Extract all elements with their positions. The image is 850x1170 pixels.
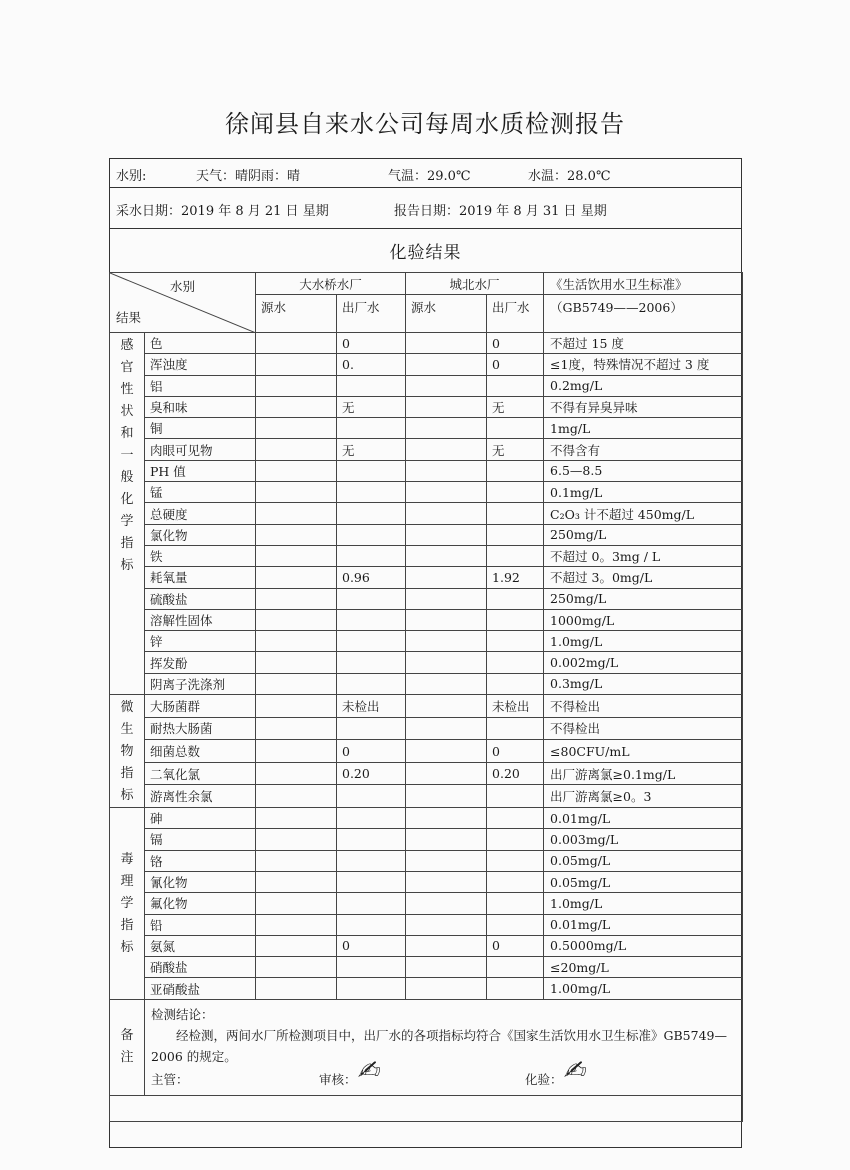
dsq-outlet-value: [337, 717, 406, 740]
category-microbiological: 微 生 物 指 标: [110, 695, 145, 808]
table-row: [110, 354, 743, 375]
item-name: 细菌总数: [145, 740, 256, 763]
standard-value: 0.05mg/L: [544, 871, 743, 892]
cb-raw-value: [406, 354, 487, 375]
item-name: 铝: [145, 375, 256, 396]
table-row: [110, 871, 743, 892]
blank-cell: [110, 1095, 743, 1121]
cb-outlet-value: [487, 503, 544, 524]
cb-raw-value: [406, 375, 487, 396]
cb-raw-value: [406, 673, 487, 694]
cb-outlet-value: 无: [487, 439, 544, 460]
item-name: 氰化物: [145, 871, 256, 892]
raw-water-header: 源水: [256, 295, 337, 333]
standard-value: ≤1度，特殊情况不超过 3 度: [544, 354, 743, 375]
cb-raw-value: [406, 762, 487, 785]
cb-raw-value: [406, 829, 487, 850]
item-name: PH 值: [145, 460, 256, 481]
cb-raw-value: [406, 631, 487, 652]
dsq-outlet-value: [337, 460, 406, 481]
cb-outlet-value: [487, 652, 544, 673]
standard-value: 1mg/L: [544, 418, 743, 439]
dsq-raw-value: [256, 695, 337, 718]
item-name: 耐热大肠菌: [145, 717, 256, 740]
cb-outlet-value: [487, 957, 544, 978]
dsq-outlet-value: 0.: [337, 354, 406, 375]
table-row: [110, 567, 743, 588]
dsq-outlet-value: [337, 588, 406, 609]
standard-value: 250mg/L: [544, 524, 743, 545]
standard-value: 不超过 0。3mg / L: [544, 545, 743, 566]
table-row: [110, 829, 743, 850]
item-name: 臭和味: [145, 396, 256, 417]
cb-raw-value: [406, 652, 487, 673]
dsq-outlet-value: [337, 631, 406, 652]
report-title: 徐闻县自来水公司每周水质检测报告: [225, 110, 625, 138]
tester-label: 化验：: [525, 1071, 563, 1087]
item-name: 硝酸盐: [145, 957, 256, 978]
cb-raw-value: [406, 567, 487, 588]
table-row: [110, 439, 743, 460]
dsq-outlet-value: [337, 482, 406, 503]
air-temperature: 气温：29.0℃: [388, 169, 471, 184]
dsq-outlet-value: 无: [337, 439, 406, 460]
cb-raw-value: [406, 482, 487, 503]
standard-value: 250mg/L: [544, 588, 743, 609]
cb-raw-value: [406, 914, 487, 935]
cb-outlet-value: [487, 524, 544, 545]
cb-raw-value: [406, 893, 487, 914]
dsq-raw-value: [256, 588, 337, 609]
dsq-raw-value: [256, 609, 337, 630]
item-name: 色: [145, 333, 256, 354]
table-row: [110, 631, 743, 652]
standard-value: 0.1mg/L: [544, 482, 743, 503]
dsq-outlet-value: [337, 893, 406, 914]
divider: [109, 228, 742, 229]
table-row: [110, 762, 743, 785]
cb-outlet-value: [487, 460, 544, 481]
table-row: [110, 717, 743, 740]
table-row: [110, 333, 743, 354]
cb-raw-value: [406, 333, 487, 354]
item-name: 镉: [145, 829, 256, 850]
cb-outlet-value: [487, 850, 544, 871]
dsq-outlet-value: [337, 914, 406, 935]
standard-value: 6.5—8.5: [544, 460, 743, 481]
dsq-raw-value: [256, 935, 337, 956]
dsq-outlet-value: [337, 978, 406, 999]
cb-outlet-value: 0: [487, 333, 544, 354]
table-row: [110, 418, 743, 439]
dsq-outlet-value: [337, 652, 406, 673]
dsq-outlet-value: [337, 850, 406, 871]
dsq-raw-value: [256, 652, 337, 673]
standard-code: （GB5749——2006）: [544, 295, 743, 333]
results-table: [109, 272, 743, 1122]
table-row: [110, 396, 743, 417]
table-row: [110, 935, 743, 956]
item-name: 阴离子洗涤剂: [145, 673, 256, 694]
cb-outlet-value: [487, 631, 544, 652]
dsq-raw-value: [256, 914, 337, 935]
cb-outlet-value: [487, 588, 544, 609]
cb-raw-value: [406, 695, 487, 718]
cb-outlet-value: [487, 914, 544, 935]
dsq-raw-value: [256, 829, 337, 850]
standard-title: 《生活饮用水卫生标准》: [544, 273, 743, 295]
corner-result: 结果: [116, 310, 142, 325]
dsq-outlet-value: [337, 673, 406, 694]
cb-raw-value: [406, 439, 487, 460]
report-date: 报告日期：2019 年 8 月 31 日 星期: [394, 204, 607, 219]
remark-content: [145, 999, 743, 1095]
divider: [109, 187, 742, 188]
standard-value: 0.003mg/L: [544, 829, 743, 850]
standard-value: 不得含有: [544, 439, 743, 460]
standard-value: 0.01mg/L: [544, 808, 743, 829]
dsq-raw-value: [256, 871, 337, 892]
cb-outlet-value: [487, 808, 544, 829]
remark-row: [110, 999, 743, 1095]
cb-outlet-value: [487, 673, 544, 694]
item-name: 总硬度: [145, 503, 256, 524]
dsq-raw-value: [256, 482, 337, 503]
standard-value: 0.01mg/L: [544, 914, 743, 935]
dsq-raw-value: [256, 333, 337, 354]
standard-value: 不得检出: [544, 695, 743, 718]
supervisor-label: 主管：: [151, 1071, 189, 1087]
dsq-outlet-value: 0: [337, 740, 406, 763]
corner-water-type: 水别: [169, 279, 195, 294]
dsq-outlet-value: 0: [337, 935, 406, 956]
cb-outlet-value: [487, 375, 544, 396]
table-row: [110, 652, 743, 673]
cb-raw-value: [406, 524, 487, 545]
category-toxicological: 毒 理 学 指 标: [110, 808, 145, 1000]
table-row: [110, 503, 743, 524]
cb-outlet-value: [487, 482, 544, 503]
cb-raw-value: [406, 957, 487, 978]
cb-raw-value: [406, 871, 487, 892]
dsq-outlet-value: 0.20: [337, 762, 406, 785]
tester-signature: ✍︎: [563, 1055, 583, 1086]
dsq-outlet-value: [337, 808, 406, 829]
table-row: [110, 785, 743, 808]
table-row: [110, 460, 743, 481]
dsq-raw-value: [256, 460, 337, 481]
cb-raw-value: [406, 935, 487, 956]
dsq-raw-value: [256, 717, 337, 740]
table-row: [110, 957, 743, 978]
table-row: [110, 740, 743, 763]
dsq-raw-value: [256, 785, 337, 808]
water-type-label: 水别:: [116, 169, 147, 184]
item-name: 溶解性固体: [145, 609, 256, 630]
cb-outlet-value: 无: [487, 396, 544, 417]
dsq-raw-value: [256, 545, 337, 566]
cb-outlet-value: [487, 785, 544, 808]
cb-outlet-value: [487, 829, 544, 850]
dsq-raw-value: [256, 567, 337, 588]
dsq-raw-value: [256, 396, 337, 417]
standard-value: 出厂游离氯≥0。3: [544, 785, 743, 808]
dsq-outlet-value: [337, 503, 406, 524]
dsq-raw-value: [256, 762, 337, 785]
table-row: [110, 893, 743, 914]
standard-value: 0.2mg/L: [544, 375, 743, 396]
cb-raw-value: [406, 588, 487, 609]
dsq-raw-value: [256, 631, 337, 652]
cb-outlet-value: 1.92: [487, 567, 544, 588]
cb-raw-value: [406, 785, 487, 808]
cb-raw-value: [406, 418, 487, 439]
dsq-raw-value: [256, 978, 337, 999]
table-row: [110, 524, 743, 545]
dsq-raw-value: [256, 503, 337, 524]
standard-value: 出厂游离氯≥0.1mg/L: [544, 762, 743, 785]
item-name: 铁: [145, 545, 256, 566]
dsq-raw-value: [256, 354, 337, 375]
item-name: 大肠菌群: [145, 695, 256, 718]
weather: 天气：晴阴雨：晴: [196, 169, 301, 184]
standard-value: ≤80CFU/mL: [544, 740, 743, 763]
standard-value: C₂O₃ 计不超过 450mg/L: [544, 503, 743, 524]
plant-chengbei: 城北水厂: [406, 273, 544, 295]
item-name: 硫酸盐: [145, 588, 256, 609]
item-name: 浑浊度: [145, 354, 256, 375]
table-row: [110, 978, 743, 999]
cb-raw-value: [406, 850, 487, 871]
item-name: 锰: [145, 482, 256, 503]
table-row: [110, 850, 743, 871]
dsq-outlet-value: [337, 829, 406, 850]
raw-water-header: 源水: [406, 295, 487, 333]
section-title: 化验结果: [389, 243, 462, 263]
header-corner: [110, 273, 256, 333]
standard-value: 1.00mg/L: [544, 978, 743, 999]
cb-raw-value: [406, 978, 487, 999]
standard-value: 0.05mg/L: [544, 850, 743, 871]
item-name: 氯化物: [145, 524, 256, 545]
dsq-raw-value: [256, 808, 337, 829]
table-row: [110, 808, 743, 829]
dsq-raw-value: [256, 673, 337, 694]
dsq-raw-value: [256, 375, 337, 396]
outlet-water-header: 出厂水: [337, 295, 406, 333]
dsq-raw-value: [256, 740, 337, 763]
standard-value: ≤20mg/L: [544, 957, 743, 978]
item-name: 铅: [145, 914, 256, 935]
table-row: [110, 914, 743, 935]
cb-outlet-value: 0: [487, 740, 544, 763]
item-name: 耗氧量: [145, 567, 256, 588]
cb-outlet-value: 0.20: [487, 762, 544, 785]
dsq-raw-value: [256, 418, 337, 439]
dsq-raw-value: [256, 893, 337, 914]
cb-outlet-value: 未检出: [487, 695, 544, 718]
sampling-date: 采水日期：2019 年 8 月 21 日 星期: [116, 204, 329, 219]
conclusion-label: 检测结论：: [151, 1006, 214, 1022]
dsq-outlet-value: [337, 524, 406, 545]
cb-raw-value: [406, 808, 487, 829]
standard-value: 0.002mg/L: [544, 652, 743, 673]
cb-raw-value: [406, 460, 487, 481]
cb-outlet-value: 0: [487, 354, 544, 375]
dsq-outlet-value: 无: [337, 396, 406, 417]
item-name: 肉眼可见物: [145, 439, 256, 460]
cb-raw-value: [406, 545, 487, 566]
item-name: 挥发酚: [145, 652, 256, 673]
cb-outlet-value: [487, 978, 544, 999]
standard-value: 不超过 3。0mg/L: [544, 567, 743, 588]
table-row: [110, 545, 743, 566]
dsq-outlet-value: [337, 375, 406, 396]
cb-raw-value: [406, 503, 487, 524]
category-sensory-chemical: 感 官 性 状 和 一 般 化 学 指 标: [110, 333, 145, 695]
table-row: [110, 588, 743, 609]
item-name: 锌: [145, 631, 256, 652]
outlet-water-header: 出厂水: [487, 295, 544, 333]
cb-raw-value: [406, 609, 487, 630]
dsq-outlet-value: [337, 871, 406, 892]
plant-dashuiqiao: 大水桥水厂: [256, 273, 406, 295]
blank-row: [110, 1095, 743, 1121]
cb-raw-value: [406, 717, 487, 740]
item-name: 铬: [145, 850, 256, 871]
water-temperature: 水温：28.0℃: [528, 169, 611, 184]
item-name: 砷: [145, 808, 256, 829]
table-row: [110, 695, 743, 718]
item-name: 氟化物: [145, 893, 256, 914]
table-row: [110, 375, 743, 396]
dsq-raw-value: [256, 850, 337, 871]
dsq-raw-value: [256, 439, 337, 460]
standard-value: 不得检出: [544, 717, 743, 740]
cb-outlet-value: 0: [487, 935, 544, 956]
standard-value: 1.0mg/L: [544, 631, 743, 652]
category-remark: 备 注: [110, 999, 145, 1095]
cb-outlet-value: [487, 717, 544, 740]
dsq-outlet-value: [337, 609, 406, 630]
item-name: 游离性余氯: [145, 785, 256, 808]
cb-outlet-value: [487, 609, 544, 630]
item-name: 铜: [145, 418, 256, 439]
dsq-outlet-value: [337, 418, 406, 439]
standard-value: 不得有异臭异味: [544, 396, 743, 417]
table-row: [110, 673, 743, 694]
cb-raw-value: [406, 740, 487, 763]
dsq-raw-value: [256, 957, 337, 978]
cb-outlet-value: [487, 545, 544, 566]
cb-outlet-value: [487, 893, 544, 914]
reviewer-signature: ✍︎: [357, 1055, 377, 1086]
item-name: 亚硝酸盐: [145, 978, 256, 999]
table-row: [110, 609, 743, 630]
standard-value: 0.5000mg/L: [544, 935, 743, 956]
cb-outlet-value: [487, 418, 544, 439]
standard-value: 1.0mg/L: [544, 893, 743, 914]
conclusion-text: 经检测，两间水厂所检测项目中，出厂水的各项指标均符合《国家生活饮用水卫生标准》GB5749—2006 的规定。: [151, 1027, 727, 1064]
dsq-outlet-value: [337, 545, 406, 566]
item-name: 二氧化氯: [145, 762, 256, 785]
standard-value: 0.3mg/L: [544, 673, 743, 694]
dsq-outlet-value: 未检出: [337, 695, 406, 718]
dsq-raw-value: [256, 524, 337, 545]
standard-value: 不超过 15 度: [544, 333, 743, 354]
dsq-outlet-value: 0: [337, 333, 406, 354]
item-name: 氨氮: [145, 935, 256, 956]
table-row: [110, 482, 743, 503]
standard-value: 1000mg/L: [544, 609, 743, 630]
reviewer-label: 审核：: [319, 1071, 357, 1087]
cb-raw-value: [406, 396, 487, 417]
dsq-outlet-value: [337, 785, 406, 808]
dsq-outlet-value: 0.96: [337, 567, 406, 588]
dsq-outlet-value: [337, 957, 406, 978]
cb-outlet-value: [487, 871, 544, 892]
